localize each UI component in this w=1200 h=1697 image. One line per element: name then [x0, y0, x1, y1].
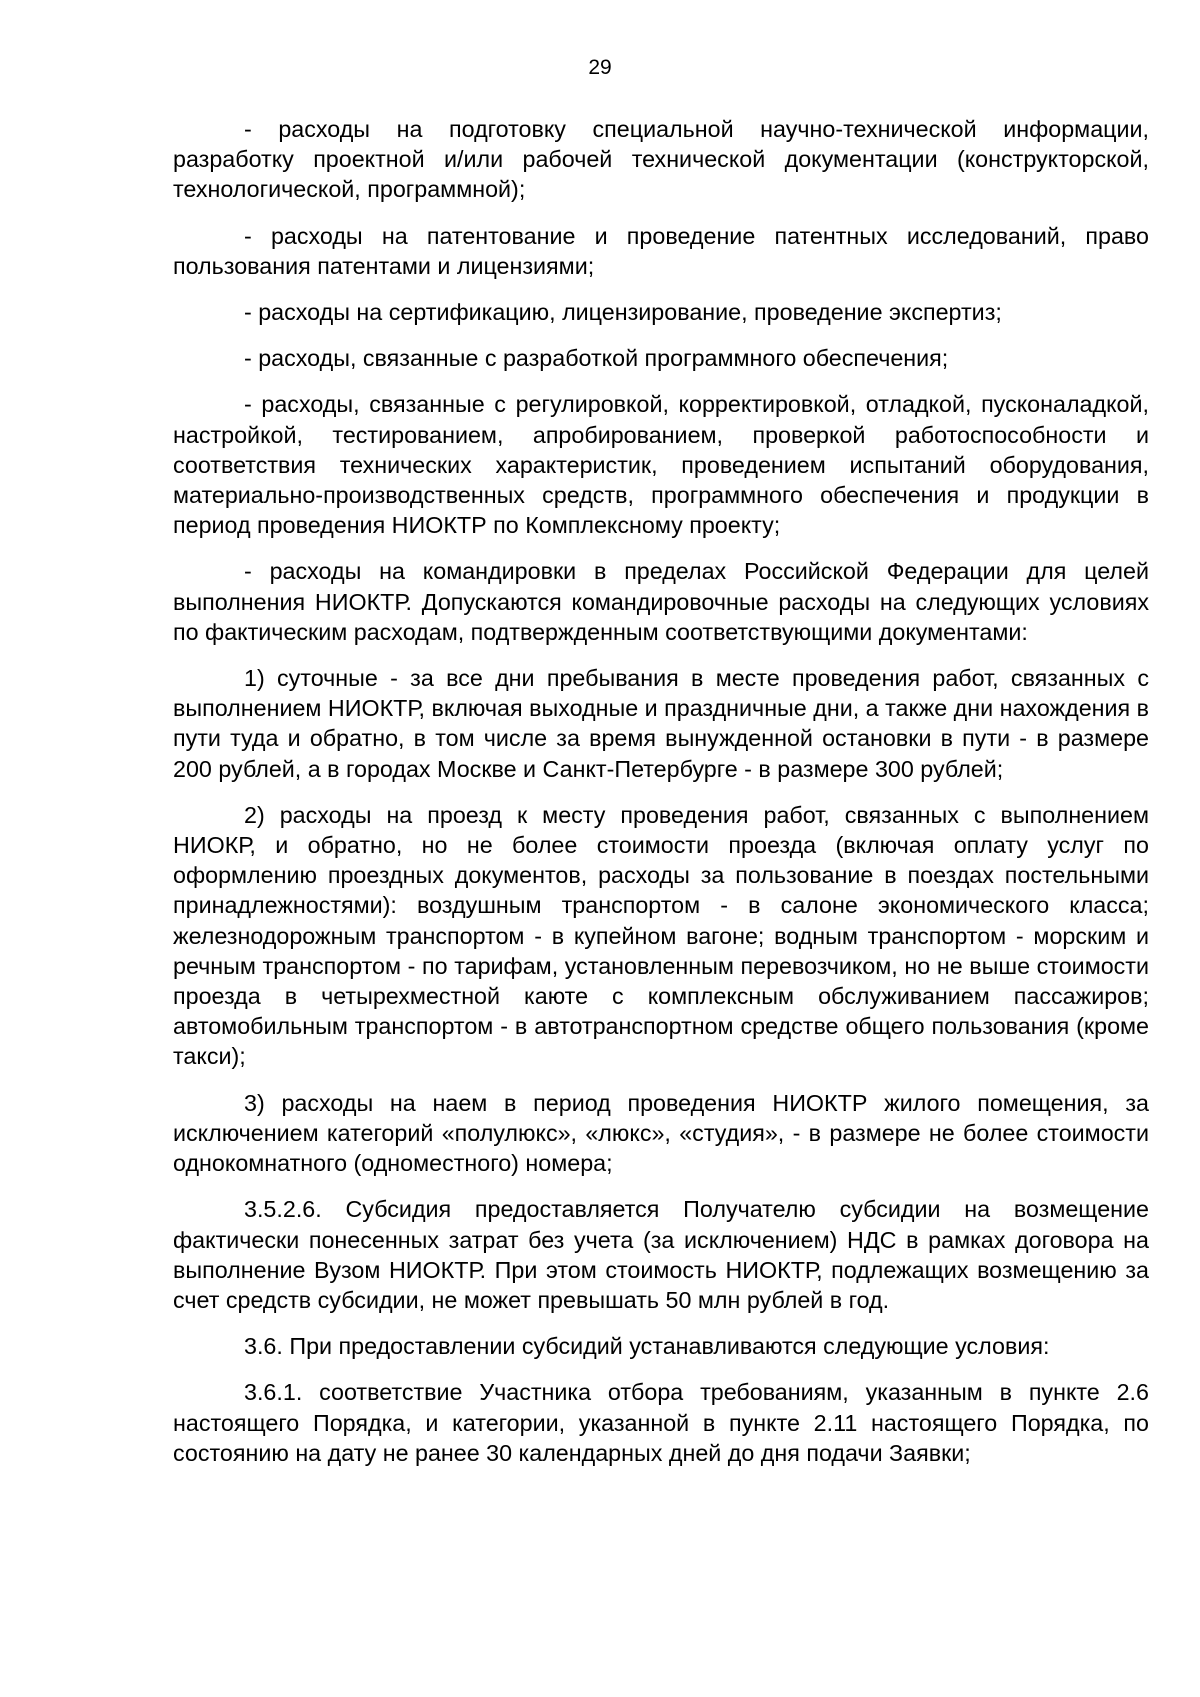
document-body — [173, 114, 1149, 1484]
paragraph-expenses-patents: - расходы на патентование и проведение патентных исследований, право пользования патентами и лицензиями; — [173, 222, 1149, 279]
paragraph-3-5-2-6: 3.5.2.6. Субсидия предоставляется Получателю субсидии на возмещение фактически понесенных затрат без учета (за исключением) НДС в рамках договора на выполнение Вузом НИОКТР. При этом стоимость НИОКТР, подлежащих возмещению за счет средств субсидии, не может превышать 50 млн рублей в год. — [173, 1196, 1149, 1313]
paragraph-3-6-1: 3.6.1. соответствие Участника отбора требованиям, указанным в пункте 2.6 настоящего Порядка, и категории, указанной в пункте 2.11 настоящего Порядка, по состоянию на дату не ранее 30 календарных дней до дня подачи Заявки; — [173, 1379, 1149, 1466]
paragraph-expenses-software: - расходы, связанные с разработкой программного обеспечения; — [244, 345, 949, 372]
paragraph-accommodation: 3) расходы на наем в период проведения НИОКТР жилого помещения, за исключением категорий «полулюкс», «люкс», «студия», - в размере не более стоимости однокомнатного (одноместного) номера; — [173, 1089, 1149, 1177]
paragraph-3-6: 3.6. При предоставлении субсидий устанавливаются следующие условия: — [244, 1333, 1050, 1360]
paragraph-expenses-scientific-info: - расходы на подготовку специальной научно-технической информации, разработку проектной и/или рабочей технической документации (конструкторской, технологической, программной); — [173, 116, 1149, 203]
paragraph-daily-allowance: 1) суточные - за все дни пребывания в месте проведения работ, связанных с выполнением НИОКТР, включая выходные и праздничные дни, а также дни нахождения в пути туда и обратно, в том числе за время вынужденной остановки в пути - в размере 200 рублей, а в городах Москве и Санкт-Петербурге - в размере 300 рублей; — [173, 665, 1149, 782]
paragraph-expenses-testing: - расходы, связанные с регулировкой, корректировкой, отладкой, пусконаладкой, настройкой, тестированием, апробированием, проверкой работоспособности и соответствия технических характеристик, проведением испытаний оборудования, материально-производственных средств, программного обеспечения и продукции в период проведения НИОКТР по Комплексному проекту; — [173, 391, 1149, 539]
page-number: 29 — [588, 56, 612, 79]
paragraph-expenses-certification: - расходы на сертификацию, лицензирование, проведение экспертиз; — [244, 299, 1002, 326]
paragraph-expenses-business-trips: - расходы на командировки в пределах Российской Федерации для целей выполнения НИОКТР. Допускаются командировочные расходы на следующих условиях по фактическим расходам, подтвержденным соответствующими документами: — [173, 558, 1149, 645]
paragraph-travel-costs: 2) расходы на проезд к месту проведения работ, связанных с выполнением НИОКР, и обратно, но не более стоимости проезда (включая оплату услуг по оформлению проездных документов, расходы за пользование в поездах постельными принадлежностями): воздушным транспортом - в салоне экономического класса; железнодорожным транспортом - в купейном вагоне; водным транспортом - морским и речным транспортом - по тарифам, установленным перевозчиком, но не выше стоимости проезда в четырехместной каюте с комплексным обслуживанием пассажиров; автомобильным транспортом - в автотранспортном средстве общего пользования (кроме такси); — [173, 801, 1149, 1070]
